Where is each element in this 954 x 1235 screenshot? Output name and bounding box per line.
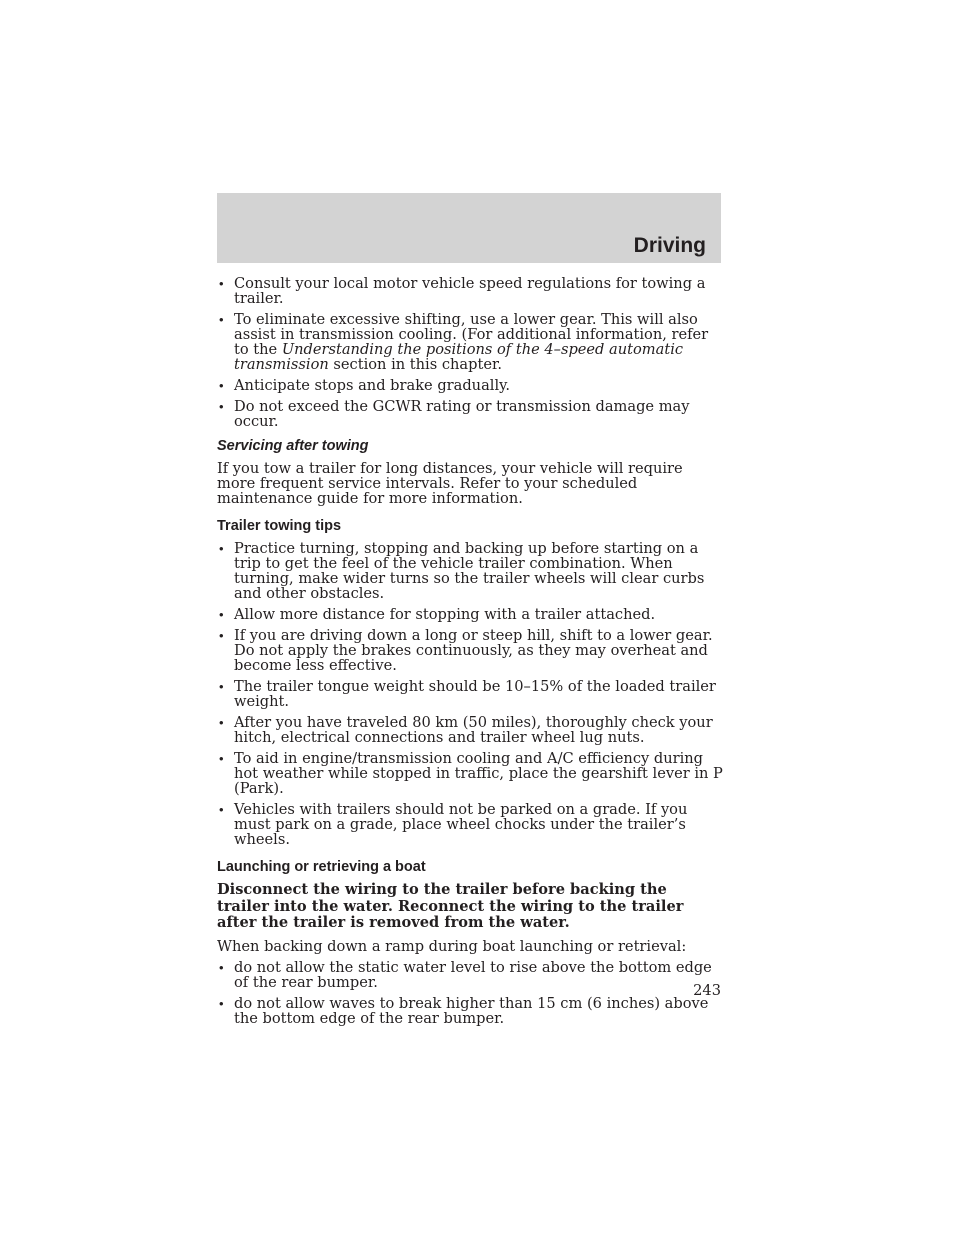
list-item: • Vehicles with trailers should not be parked on a grade. If you must park on a grade, place wheel chocks under the trailer’s wheels.: [217, 802, 723, 847]
cross-reference: Understanding the positions of the 4–speed automatic transmission: [234, 341, 684, 373]
list-item: • Practice turning, stopping and backing up before starting on a trip to get the feel of the vehicle trailer combination. When turning, make wider turns so the trailer wheels will clear curbs and other obstacles.: [217, 541, 723, 601]
list-item: • do not allow waves to break higher than 15 cm (6 inches) above the bottom edge of the rear bumper.: [217, 996, 723, 1026]
wiring-warning: Disconnect the wiring to the trailer before backing the trailer into the water. Reconnect the wiring to the trailer after the trailer is removed from the water.: [217, 881, 684, 931]
boat-bullet-list: [217, 960, 723, 1026]
list-item: • If you are driving down a long or steep hill, shift to a lower gear. Do not apply the brakes continuously, as they may overheat and become less effective.: [217, 628, 723, 673]
tips-bullet-list: [217, 541, 723, 847]
section-title: Driving: [633, 234, 706, 257]
page-number: 243: [693, 982, 721, 999]
list-item: • Anticipate stops and brake gradually.: [217, 378, 723, 393]
heading-launching-retrieving-boat: Launching or retrieving a boat: [217, 859, 426, 875]
page-content: [217, 276, 723, 1032]
list-item: • Allow more distance for stopping with a trailer attached.: [217, 607, 723, 622]
list-item: • To eliminate excessive shifting, use a lower gear. This will also assist in transmission cooling. (For additional information, refer to the Understanding the positions of the 4–speed automatic transmission section in this chapter.: [217, 312, 723, 372]
list-item: • The trailer tongue weight should be 10–15% of the loaded trailer weight.: [217, 679, 723, 709]
section-header-band: [217, 193, 721, 263]
towing-bullet-list: [217, 276, 723, 429]
list-item: • Consult your local motor vehicle speed regulations for towing a trailer.: [217, 276, 723, 306]
list-item: • Do not exceed the GCWR rating or transmission damage may occur.: [217, 399, 723, 429]
boat-intro-paragraph: When backing down a ramp during boat launching or retrieval:: [217, 937, 687, 955]
heading-servicing-after-towing: Servicing after towing: [217, 438, 369, 454]
list-item: • After you have traveled 80 km (50 miles), thoroughly check your hitch, electrical connections and trailer wheel lug nuts.: [217, 715, 723, 745]
heading-trailer-towing-tips: Trailer towing tips: [217, 518, 342, 534]
list-item: • To aid in engine/transmission cooling and A/C efficiency during hot weather while stopped in traffic, place the gearshift lever in P (Park).: [217, 751, 723, 796]
list-item: • do not allow the static water level to rise above the bottom edge of the rear bumper.: [217, 960, 723, 990]
servicing-paragraph: If you tow a trailer for long distances, your vehicle will require more frequent service intervals. Refer to your scheduled maintenance guide for more information.: [217, 460, 683, 507]
